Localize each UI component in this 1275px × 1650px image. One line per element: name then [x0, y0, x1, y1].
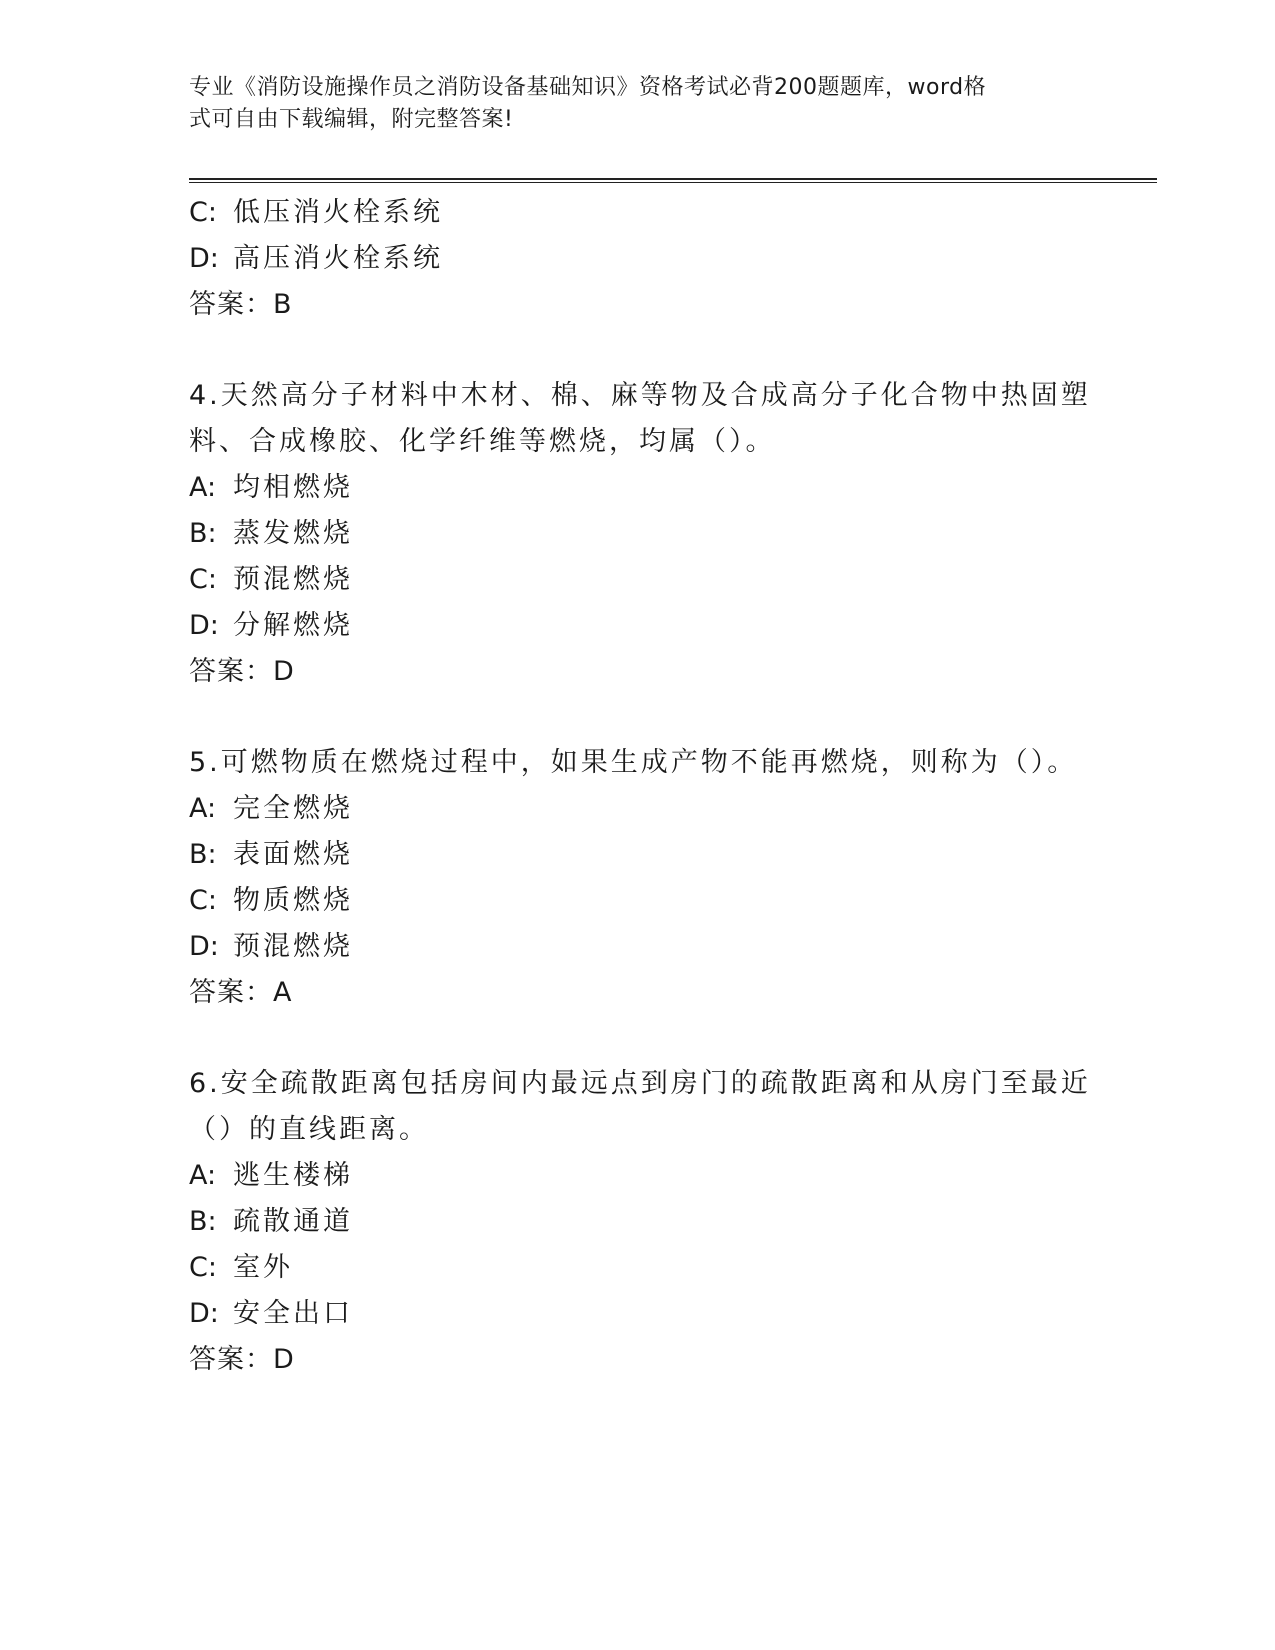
option-letter: C: [189, 885, 217, 916]
option-letter: A: [189, 472, 217, 503]
option-text: 物质燃烧 [233, 885, 353, 916]
spacer [189, 695, 1089, 740]
spacer [189, 1016, 1089, 1061]
option-letter: A: [189, 793, 217, 824]
answer-line: 答案：B [189, 289, 293, 320]
option-line [189, 1291, 1089, 1337]
option-text: 疏散通道 [233, 1206, 353, 1237]
option-line [189, 832, 1089, 878]
option-line [189, 786, 1089, 832]
option-letter: D: [189, 610, 219, 641]
option-text: 均相燃烧 [233, 472, 353, 503]
option-line [189, 236, 1089, 282]
option-line [189, 1199, 1089, 1245]
question-stem-line: 6.安全疏散距离包括房间内最远点到房门的疏散距离和从房门至最近 [189, 1068, 1091, 1099]
option-letter: C: [189, 197, 217, 228]
option-line [189, 603, 1089, 649]
option-line [189, 465, 1089, 511]
option-line [189, 878, 1089, 924]
option-letter: C: [189, 1252, 217, 1283]
option-line [189, 924, 1089, 970]
option-text: 低压消火栓系统 [233, 197, 443, 228]
header-line-2: 式可自由下载编辑，附完整答案! [189, 107, 514, 132]
question-stem-line: （）的直线距离。 [189, 1114, 429, 1145]
option-text: 完全燃烧 [233, 793, 353, 824]
option-text: 蒸发燃烧 [233, 518, 353, 549]
option-line [189, 1153, 1089, 1199]
question-stem-line: 4.天然高分子材料中木材、棉、麻等物及合成高分子化合物中热固塑 [189, 380, 1091, 411]
option-text: 预混燃烧 [233, 931, 353, 962]
answer-line: 答案：A [189, 977, 293, 1008]
option-letter: B: [189, 839, 217, 870]
question-block [189, 373, 1089, 695]
prev-question-tail [189, 190, 1089, 328]
option-letter: A: [189, 1160, 217, 1191]
option-line [189, 511, 1089, 557]
document-header [189, 72, 1069, 136]
option-line [189, 557, 1089, 603]
option-text: 分解燃烧 [233, 610, 353, 641]
answer-line: 答案：D [189, 656, 295, 687]
option-letter: D: [189, 931, 219, 962]
question-stem-line: 料、合成橡胶、化学纤维等燃烧，均属（）。 [189, 426, 776, 457]
option-letter: D: [189, 243, 219, 274]
option-text: 逃生楼梯 [233, 1160, 353, 1191]
option-letter: B: [189, 518, 217, 549]
option-text: 室外 [233, 1252, 293, 1283]
option-letter: B: [189, 1206, 217, 1237]
header-line-1: 专业《消防设施操作员之消防设备基础知识》资格考试必背200题题库，word格 [189, 75, 987, 100]
question-block [189, 740, 1089, 1016]
question-stem-line: 5.可燃物质在燃烧过程中，如果生成产物不能再燃烧，则称为（）。 [189, 747, 1078, 778]
option-text: 预混燃烧 [233, 564, 353, 595]
header-divider [189, 178, 1157, 183]
option-text: 高压消火栓系统 [233, 243, 443, 274]
option-letter: D: [189, 1298, 219, 1329]
option-line [189, 190, 1089, 236]
option-letter: C: [189, 564, 217, 595]
option-line [189, 1245, 1089, 1291]
question-content [189, 190, 1089, 1383]
question-block [189, 1061, 1089, 1383]
option-text: 安全出口 [233, 1298, 353, 1329]
option-text: 表面燃烧 [233, 839, 353, 870]
spacer [189, 328, 1089, 373]
answer-line: 答案：D [189, 1344, 295, 1375]
